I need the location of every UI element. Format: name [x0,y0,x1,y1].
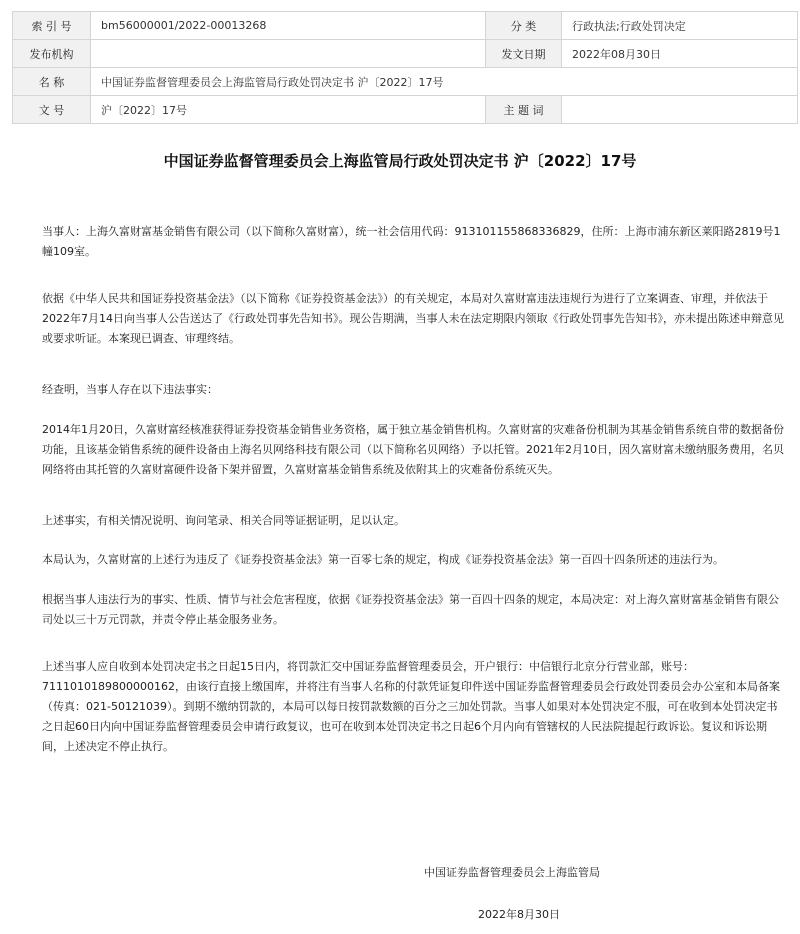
paragraph-party-text: 当事人：上海久富财富基金销售有限公司（以下简称久富财富），统一社会信用代码：913101155868336829，住所：上海市浦东新区莱阳路2819号1幢109室。 [42,225,781,258]
publisher-label: 发布机构 [13,40,91,68]
paragraph-evidence-text: 上述事实，有相关情况说明、询问笔录、相关合同等证据证明，足以认定。 [42,514,405,527]
category-value: 行政执法;行政处罚决定 [562,12,798,40]
name-value: 中国证券监督管理委员会上海监管局行政处罚决定书 沪〔2022〕17号 [91,68,798,96]
date-value: 2022年08月30日 [562,40,798,68]
issuer-signature: 中国证券监督管理委员会上海监管局 [424,866,600,879]
paragraph-payment [42,657,787,757]
meta-row-name [13,68,798,96]
index-value: bm56000001/2022-00013268 [91,12,486,40]
category-label: 分 类 [486,12,562,40]
document-metadata-table [12,11,798,124]
paragraph-violation [42,550,787,570]
paragraph-findings-intro [42,380,787,400]
keywords-value [562,96,798,124]
paragraph-findings-intro-text: 经查明，当事人存在以下违法事实： [42,383,218,396]
meta-row-publisher [13,40,798,68]
docno-value: 沪〔2022〕17号 [91,96,486,124]
name-label: 名 称 [13,68,91,96]
date-label: 发文日期 [486,40,562,68]
document-title: 中国证券监督管理委员会上海监管局行政处罚决定书 沪〔2022〕17号 [163,152,637,170]
meta-row-docno [13,96,798,124]
paragraph-basis [42,289,787,349]
index-label: 索 引 号 [13,12,91,40]
keywords-label: 主 题 词 [486,96,562,124]
paragraph-basis-text: 依据《中华人民共和国证券投资基金法》（以下简称《证券投资基金法》）的有关规定，本局对久富财富违法违规行为进行了立案调查、审理，并依法于2022年7月14日向当事人公告送达了《行政处罚事先告知书》。现公告期满，当事人未在法定期限内领取《行政处罚事先告知书》，亦未提出陈述申辩意见或要求听证。本案现已调查、审理终结。 [42,292,784,345]
docno-label: 文 号 [13,96,91,124]
paragraph-facts-text: 2014年1月20日，久富财富经核准获得证券投资基金销售业务资格，属于独立基金销售机构。久富财富的灾难备份机制为其基金销售系统自带的数据备份功能，且该基金销售系统的硬件设备由上海名贝网络科技有限公司（以下简称名贝网络）予以托管。2021年2月10日，因久富财富未缴纳服务费用，名贝网络将由其托管的久富财富硬件设备下架并留置，久富财富基金销售系统及依附其上的灾难备份系统灭失。 [42,423,784,476]
paragraph-facts [42,420,787,480]
paragraph-decision [42,590,787,630]
paragraph-evidence [42,511,787,531]
paragraph-decision-text: 根据当事人违法行为的事实、性质、情节与社会危害程度，依据《证券投资基金法》第一百四十四条的规定，本局决定：对上海久富财富基金销售有限公司处以三十万元罚款，并责令停止基金服务业务。 [42,593,779,626]
signature-date: 2022年8月30日 [478,908,560,921]
meta-row-index [13,12,798,40]
paragraph-party [42,222,787,262]
paragraph-payment-text: 上述当事人应自收到本处罚决定书之日起15日内，将罚款汇交中国证券监督管理委员会，开户银行：中信银行北京分行营业部，账号：7111010189800000162，由该行直接上缴国库，并将注有当事人名称的付款凭证复印件送中国证券监督管理委员会行政处罚委员会办公室和本局备案（传真：021-50121039）。到期不缴纳罚款的，本局可以每日按罚款数额的百分之三加处罚款。当事人如果对本处罚决定不服，可在收到本处罚决定书之日起60日内向中国证券监督管理委员会申请行政复议，也可在收到本处罚决定书之日起6个月内向有管辖权的人民法院提起行政诉讼。复议和诉讼期间，上述决定不停止执行。 [42,660,780,753]
publisher-value [91,40,486,68]
paragraph-violation-text: 本局认为，久富财富的上述行为违反了《证券投资基金法》第一百零七条的规定，构成《证券投资基金法》第一百四十四条所述的违法行为。 [42,553,724,566]
